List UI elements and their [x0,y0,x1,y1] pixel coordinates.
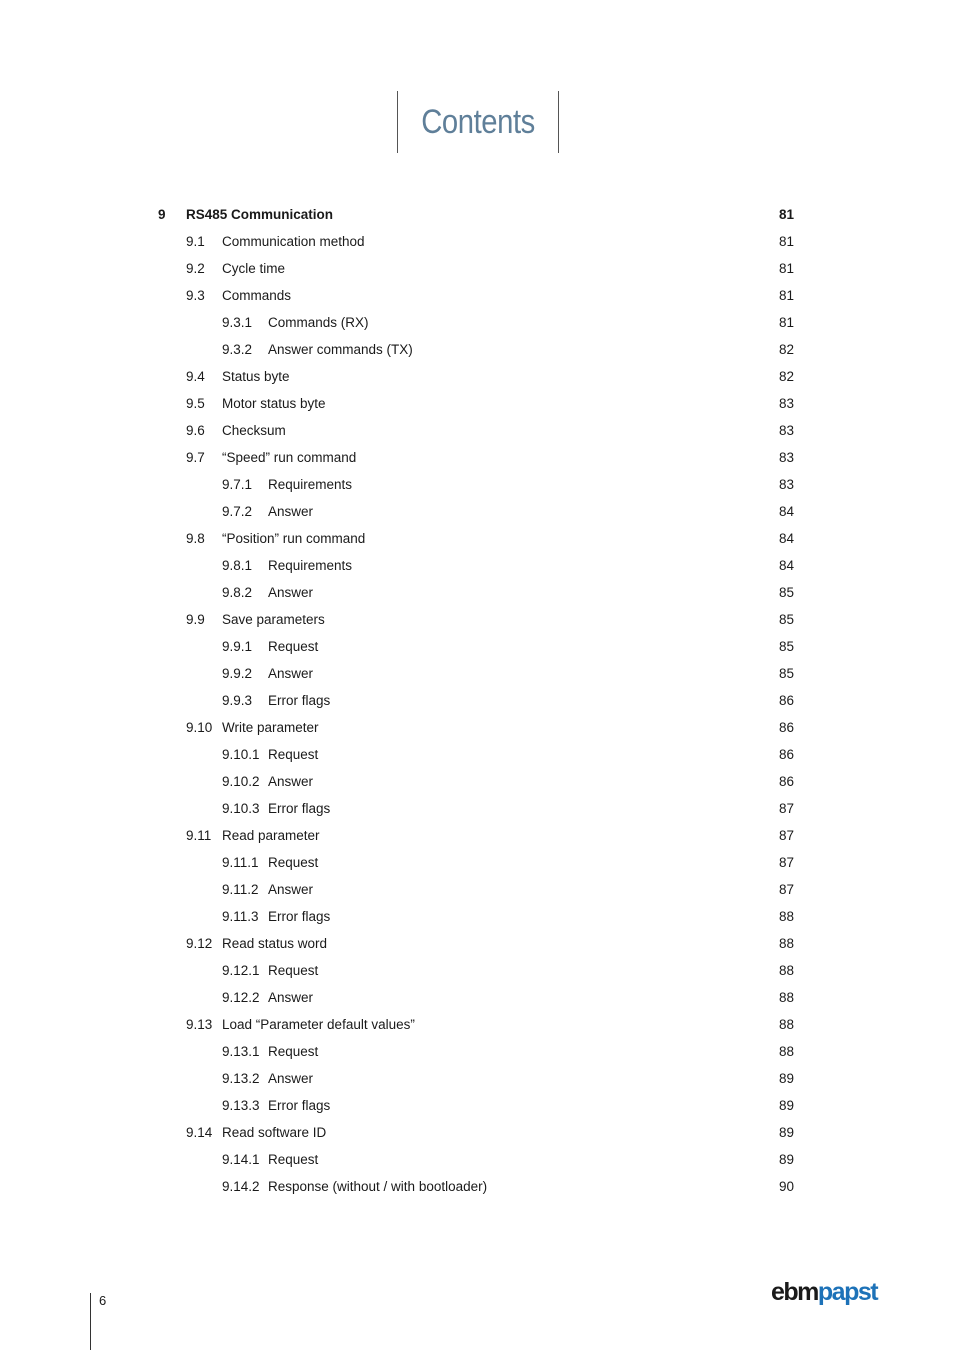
toc-entry-page: 89 [778,1071,794,1086]
toc-entry[interactable] [0,876,954,903]
toc-entry-page: 81 [778,207,794,222]
toc-entry-title: Request [268,1044,319,1059]
toc-entry-title: Cycle time [222,261,286,276]
toc-entry-number: 9.9.1 [222,639,253,654]
toc-entry[interactable] [0,552,954,579]
toc-entry[interactable] [0,1065,954,1092]
toc-entry-number: 9.10.1 [222,747,260,762]
toc-entry-title: Commands [222,288,292,303]
toc-entry-page: 85 [778,666,794,681]
toc-entry-number: 9.10 [186,720,213,735]
toc-entry-title: Answer [268,774,314,789]
toc-entry[interactable] [0,822,954,849]
toc-entry-title: Requirements [268,558,353,573]
toc-entry[interactable] [0,687,954,714]
toc-entry-number: 9.3.2 [222,342,253,357]
toc-entry-number: 9.12 [186,936,213,951]
toc-entry[interactable] [0,1173,954,1200]
toc-entry-number: 9.8.1 [222,558,253,573]
toc-entry-title: Error flags [268,909,331,924]
toc-entry-page: 89 [778,1098,794,1113]
toc-entry-title: Answer [268,585,314,600]
toc-entry-number: 9.14.1 [222,1152,260,1167]
toc-entry-number: 9.3.1 [222,315,253,330]
toc-entry[interactable] [0,498,954,525]
toc-entry-number: 9.11 [186,828,212,843]
toc-entry-page: 83 [778,396,794,411]
toc-entry-title: Request [268,963,319,978]
toc-entry-title: Error flags [268,1098,331,1113]
toc-entry-title: Error flags [268,801,331,816]
toc-entry-title: “Position” run command [222,531,366,546]
toc-entry-page: 85 [778,639,794,654]
toc-entry-page: 83 [778,423,794,438]
toc-entry-page: 81 [778,261,794,276]
toc-entry-page: 83 [778,477,794,492]
toc-entry-page: 87 [778,801,794,816]
toc-entry-title: Request [268,639,319,654]
toc-entry-page: 88 [778,963,794,978]
toc-entry-page: 84 [778,504,794,519]
toc-entry-title: Answer [268,504,314,519]
toc-entry[interactable] [0,1011,954,1038]
toc-entry-number: 9.9.3 [222,693,253,708]
toc-entry-number: 9.13.2 [222,1071,260,1086]
ebmpapst-logo [771,1277,877,1307]
toc-entry[interactable] [0,903,954,930]
toc-entry-page: 88 [778,1017,794,1032]
table-of-contents [0,201,954,1200]
toc-entry-page: 87 [778,855,794,870]
toc-entry[interactable] [0,471,954,498]
toc-entry-number: 9.9.2 [222,666,253,681]
toc-entry-page: 86 [778,747,794,762]
toc-entry-page: 84 [778,531,794,546]
toc-entry[interactable] [0,660,954,687]
toc-entry[interactable] [0,795,954,822]
toc-entry-title: Motor status byte [222,396,326,411]
toc-entry-number: 9.10.2 [222,774,260,789]
toc-entry-page: 88 [778,909,794,924]
toc-entry[interactable] [0,363,954,390]
toc-entry-number: 9.9 [186,612,205,627]
toc-entry-number: 9.12.1 [222,963,260,978]
toc-entry[interactable] [0,255,954,282]
toc-entry-title: Read parameter [222,828,320,843]
toc-entry[interactable] [0,849,954,876]
toc-entry-page: 83 [778,450,794,465]
toc-entry[interactable] [0,1092,954,1119]
toc-entry-page: 85 [778,585,794,600]
toc-entry-page: 82 [778,369,794,384]
toc-entry-number: 9.14.2 [222,1179,260,1194]
toc-entry-title: Answer [268,1071,314,1086]
toc-entry-title: Request [268,855,319,870]
toc-entry-number: 9.7 [186,450,205,465]
toc-entry[interactable] [0,282,954,309]
toc-entry-title: Read software ID [222,1125,327,1140]
toc-entry-page: 88 [778,990,794,1005]
toc-entry-page: 82 [778,342,794,357]
toc-entry-title: Request [268,747,319,762]
toc-entry[interactable] [0,984,954,1011]
toc-entry-page: 89 [778,1125,794,1140]
toc-entry-number: 9.14 [186,1125,213,1140]
toc-entry[interactable] [0,579,954,606]
toc-entry-page: 81 [778,288,794,303]
toc-entry-number: 9.13.1 [222,1044,260,1059]
toc-entry-page: 85 [778,612,794,627]
toc-entry-title: Read status word [222,936,328,951]
toc-entry-number: 9.13.3 [222,1098,260,1113]
toc-entry[interactable] [0,444,954,471]
toc-entry-number: 9.7.2 [222,504,253,519]
page-number: 6 [99,1293,107,1308]
logo-text-papst: papst [817,1278,878,1306]
toc-entry-page: 86 [778,720,794,735]
toc-entry-page: 87 [778,828,794,843]
toc-entry-page: 88 [778,936,794,951]
toc-entry-title: Load “Parameter default values” [222,1017,415,1032]
toc-entry-number: 9.11.1 [222,855,259,870]
toc-entry-title: Answer [268,882,314,897]
toc-entry-page: 81 [778,315,794,330]
toc-entry-page: 86 [778,774,794,789]
toc-entry-title: Answer [268,990,314,1005]
toc-entry-title: Write parameter [222,720,319,735]
toc-entry-page: 88 [778,1044,794,1059]
title-frame [397,91,559,153]
toc-entry-title: Status byte [222,369,290,384]
toc-entry-number: 9.7.1 [222,477,253,492]
toc-entry-title: “Speed” run command [222,450,357,465]
toc-entry-title: Checksum [222,423,286,438]
toc-entry-title: Answer commands (TX) [268,342,413,357]
toc-entry-page: 87 [778,882,794,897]
toc-entry[interactable] [0,1038,954,1065]
toc-entry[interactable] [0,201,954,228]
toc-entry-page: 84 [778,558,794,573]
toc-entry[interactable] [0,336,954,363]
toc-entry-title: Response (without / with bootloader) [268,1179,488,1194]
toc-entry-title: Save parameters [222,612,325,627]
toc-entry-number: 9.11.2 [222,882,259,897]
toc-entry-title: Requirements [268,477,353,492]
toc-entry[interactable] [0,768,954,795]
toc-entry[interactable] [0,228,954,255]
toc-entry[interactable] [0,309,954,336]
toc-entry[interactable] [0,633,954,660]
toc-entry[interactable] [0,741,954,768]
toc-entry-number: 9.3 [186,288,205,303]
toc-entry[interactable] [0,525,954,552]
toc-entry-number: 9 [158,207,166,222]
toc-entry[interactable] [0,606,954,633]
toc-entry[interactable] [0,1146,954,1173]
toc-entry-number: 9.10.3 [222,801,260,816]
toc-entry-page: 90 [778,1179,794,1194]
toc-entry-number: 9.1 [186,234,205,249]
toc-entry[interactable] [0,714,954,741]
toc-entry-number: 9.8.2 [222,585,253,600]
toc-entry-number: 9.11.3 [222,909,259,924]
page-title: Contents [421,102,535,141]
toc-entry-page: 86 [778,693,794,708]
logo-text-ebm: ebm [771,1278,818,1306]
toc-entry[interactable] [0,390,954,417]
toc-entry-title: RS485 Communication [186,207,334,222]
toc-entry-number: 9.4 [186,369,205,384]
toc-entry-number: 9.12.2 [222,990,260,1005]
toc-entry[interactable] [0,957,954,984]
toc-entry[interactable] [0,1119,954,1146]
toc-entry-title: Error flags [268,693,331,708]
toc-entry-page: 81 [778,234,794,249]
toc-entry-page: 89 [778,1152,794,1167]
toc-entry-number: 9.5 [186,396,205,411]
toc-entry-title: Answer [268,666,314,681]
toc-entry[interactable] [0,930,954,957]
toc-entry-number: 9.13 [186,1017,213,1032]
toc-entry-number: 9.2 [186,261,205,276]
toc-entry-number: 9.8 [186,531,205,546]
toc-entry-title: Request [268,1152,319,1167]
toc-entry[interactable] [0,417,954,444]
footer-divider [90,1293,91,1350]
toc-entry-title: Commands (RX) [268,315,369,330]
toc-entry-number: 9.6 [186,423,205,438]
toc-entry-title: Communication method [222,234,365,249]
